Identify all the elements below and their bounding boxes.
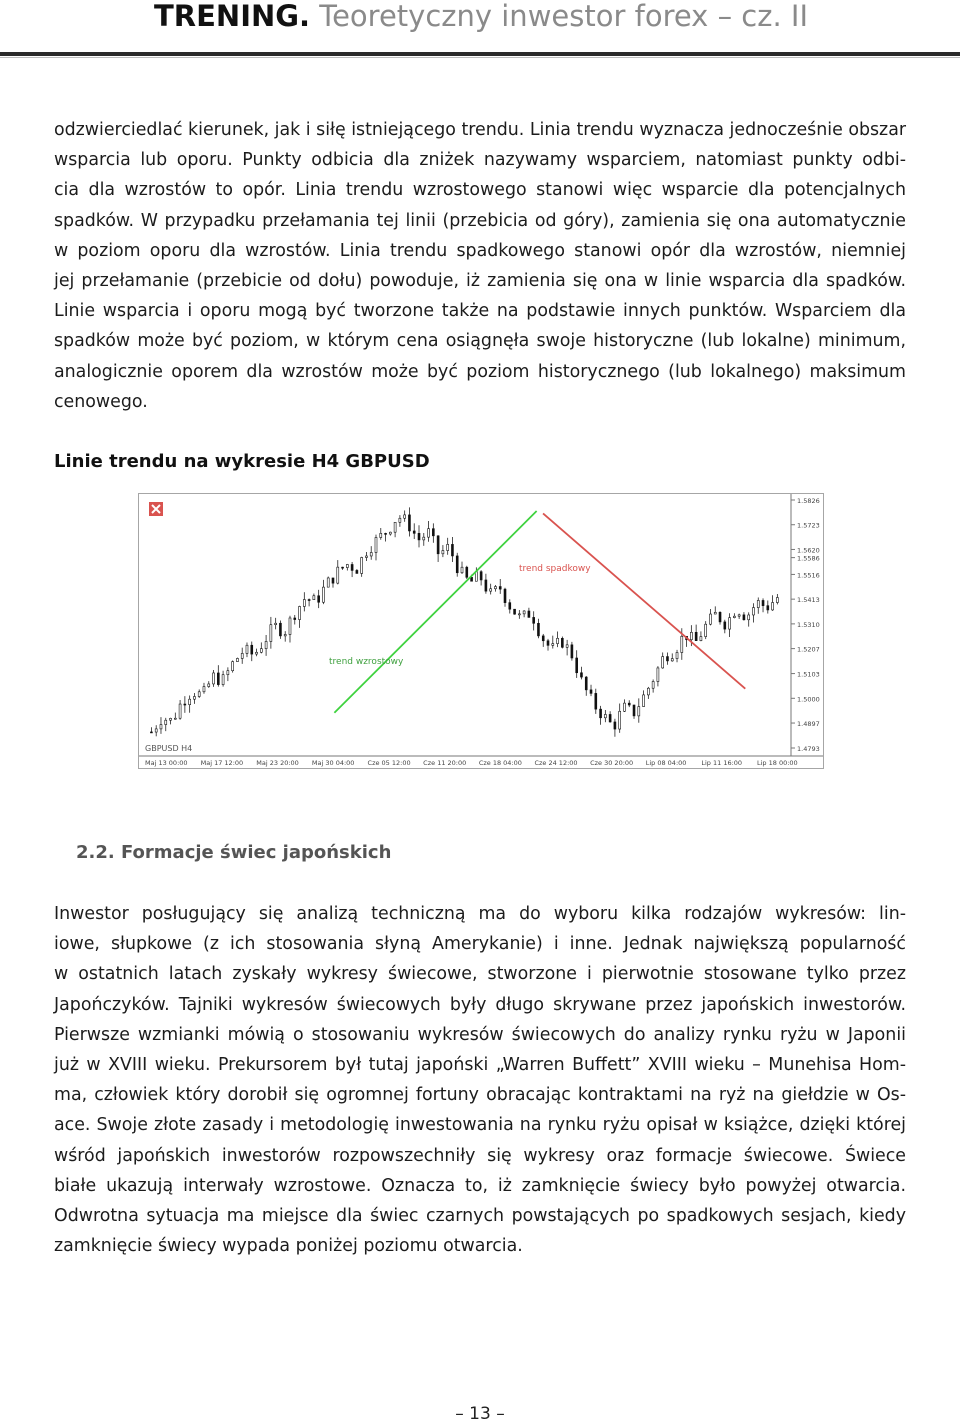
- price-tick-label: 1.5723: [797, 521, 820, 530]
- candle-body: [217, 673, 219, 685]
- price-tick-label: 1.5000: [797, 695, 820, 704]
- paragraph-line: iowe, słupkowe (z ich stosowania słyną Amerykanie) i inne. Jednak największą popularność: [54, 934, 906, 955]
- paragraph-candles: [54, 899, 906, 1261]
- candle-body: [657, 668, 659, 682]
- candle-body: [514, 609, 516, 614]
- candle-body: [604, 714, 606, 717]
- candle-body: [695, 632, 697, 640]
- paragraph-line: Japończyków. Tajniki wykresów świecowych były długo skrywane przez japońskich inwestorów.: [54, 994, 906, 1015]
- paragraph-line: cia dla wzrostów to opór. Linia trendu wzrostowego stanowi więc wsparcie dla potencjalnych: [54, 180, 906, 201]
- candle-body: [413, 531, 415, 533]
- candle-body: [518, 614, 520, 615]
- candle-body: [437, 536, 439, 554]
- candle-body: [614, 722, 616, 729]
- time-tick-label: Lip 11 16:00: [701, 759, 743, 767]
- candle-body: [451, 544, 453, 556]
- candle-body: [389, 532, 391, 534]
- candle-body: [260, 649, 262, 653]
- candle-body: [299, 606, 301, 619]
- candle-body: [772, 603, 774, 610]
- candle-body: [619, 711, 621, 729]
- candle-body: [193, 696, 195, 699]
- candle-body: [547, 641, 549, 646]
- candle-body: [375, 538, 377, 553]
- candle-body: [681, 636, 683, 652]
- candle-body: [342, 567, 344, 568]
- candle-body: [623, 703, 625, 711]
- time-tick-label: Maj 23 20:00: [256, 759, 299, 767]
- candle-body: [485, 580, 487, 591]
- paragraph-line: Pierwsze wzmianki mówią o stosowaniu wykresów świecowych do analizy rynku ryżu w Japonii: [54, 1024, 906, 1045]
- candle-body: [647, 688, 649, 695]
- candle-body: [428, 529, 430, 537]
- trendline: [543, 513, 745, 688]
- candle-body: [232, 662, 234, 671]
- candle-body: [557, 638, 559, 643]
- candle-body: [504, 589, 506, 603]
- candle-body: [174, 718, 176, 719]
- paragraph-line: wśród japońskich inwestorów rozpowszechniły się wykresy oraz formacje świecowe. Świece: [54, 1145, 906, 1166]
- candle-body: [676, 652, 678, 658]
- candle-body: [227, 671, 229, 675]
- annotation-trend-wzrostowy: trend wzrostowy: [329, 657, 404, 667]
- candle-body: [490, 589, 492, 591]
- paragraph-line: spadków może być poziom, w którym cena osiągnęła swoje historyczne (lub lokalne) minimum,: [54, 331, 906, 352]
- time-tick-label: Maj 13 00:00: [145, 759, 188, 767]
- candle-body: [303, 600, 305, 607]
- candle-body: [480, 572, 482, 580]
- candle-body: [776, 598, 778, 603]
- candle-body: [652, 682, 654, 689]
- candle-body: [284, 634, 286, 635]
- candle-body: [719, 612, 721, 622]
- paragraph-line: już w XVIII wieku. Prekursorem był tutaj japoński „Warren Buffett” XVIII wieku – Munehisa Hom-: [54, 1055, 906, 1076]
- header-rule: [0, 52, 960, 56]
- candle-body: [528, 611, 530, 617]
- candle-body: [184, 704, 186, 705]
- candle-body: [346, 564, 348, 567]
- candle-body: [275, 623, 277, 624]
- candle-body: [729, 618, 731, 629]
- candle-body: [690, 632, 692, 639]
- candle-body: [442, 551, 444, 554]
- candle-body: [404, 515, 406, 518]
- page-header: [0, 0, 960, 52]
- candle-body: [423, 537, 425, 540]
- candle-body: [356, 570, 358, 573]
- candle-body: [585, 677, 587, 690]
- candle-body: [365, 556, 367, 558]
- candle-body: [165, 720, 167, 724]
- candle-body: [236, 658, 238, 661]
- price-tick-label: 1.5586: [797, 554, 820, 563]
- candle-body: [246, 645, 248, 653]
- candle-body: [738, 615, 740, 616]
- paragraph-line: białe ukazują interwały wzrostowe. Oznacza to, iż zamknięcie świecy było powyżej otwarcia.: [54, 1175, 906, 1196]
- time-tick-label: Maj 17 12:00: [200, 759, 244, 767]
- time-tick-label: Lip 08 04:00: [645, 759, 687, 767]
- candle-body: [748, 615, 750, 620]
- candle-body: [432, 529, 434, 536]
- candle-body: [595, 693, 597, 709]
- price-tick-label: 1.5413: [797, 596, 820, 605]
- header-rule-thin: [0, 57, 960, 58]
- paragraph-line: Linie wsparcia i oporu mogą być tworzone także na podstawie innych punktów. Wsparciem dla: [54, 301, 906, 322]
- paragraph-line: Inwestor posługujący się analizą techniczną ma do wyboru kilka rodzajów wykresów: lin-: [54, 904, 906, 924]
- candle-body: [308, 600, 310, 601]
- candle-body: [150, 732, 152, 733]
- candle-body: [337, 567, 339, 583]
- candle-body: [322, 587, 324, 602]
- candle-body: [638, 707, 640, 716]
- candle-body: [361, 557, 363, 573]
- time-tick-label: Cze 18 04:00: [478, 759, 522, 767]
- paragraph-line: Odwrotna sytuacja ma miejsce dla świec czarnych powstających po spadkowych sesjach, kiedy: [54, 1206, 906, 1227]
- time-ticks-group: [145, 759, 798, 767]
- candle-body: [289, 618, 291, 634]
- price-tick-label: 1.5310: [797, 620, 820, 629]
- candle-body: [213, 673, 215, 684]
- candle-body: [757, 600, 759, 607]
- time-tick-label: Lip 18 00:00: [757, 759, 798, 767]
- candle-body: [609, 714, 611, 722]
- candle-body: [471, 577, 473, 581]
- candle-body: [265, 641, 267, 648]
- paragraph-line: ace. Swoje złote zasady i metodologię inwestowania na rynku ryżu opisał w książce, dzięki której: [54, 1115, 906, 1136]
- candle-body: [385, 533, 387, 534]
- price-tick-label: 1.5207: [797, 645, 820, 654]
- header-title-bold: TRENING.: [154, 0, 311, 33]
- trendline: [334, 511, 536, 713]
- candle-body: [394, 522, 396, 532]
- candle-body: [643, 695, 645, 707]
- candle-body: [408, 515, 410, 531]
- candle-body: [561, 638, 563, 647]
- candle-body: [733, 616, 735, 617]
- candle-body: [179, 704, 181, 718]
- symbol-label: GBPUSD H4: [145, 744, 193, 753]
- candle-body: [709, 614, 711, 624]
- price-tick-label: 1.5620: [797, 546, 820, 555]
- candle-body: [170, 718, 172, 720]
- candle-body: [203, 687, 205, 692]
- candle-body: [160, 725, 162, 729]
- price-tick-label: 1.5103: [797, 670, 820, 679]
- price-tick-label: 1.4897: [797, 720, 820, 729]
- candle-body: [743, 615, 745, 620]
- paragraph-line: ma, człowiek który dorobił się ogromnej fortuny obracając kontraktami na ryż na giełdzie w Os-: [54, 1085, 906, 1106]
- time-tick-label: Cze 11 20:00: [423, 759, 467, 767]
- candle-body: [499, 587, 501, 590]
- candle-body: [294, 618, 296, 620]
- candle-body: [576, 658, 578, 673]
- candle-body: [370, 553, 372, 556]
- candle-body: [256, 652, 258, 654]
- candle-body: [155, 729, 157, 732]
- candle-body: [580, 673, 582, 677]
- candle-body: [279, 623, 281, 636]
- candle-body: [724, 622, 726, 629]
- paragraph-trendlines: [54, 115, 906, 417]
- candle-body: [456, 556, 458, 573]
- time-tick-label: Cze 24 12:00: [534, 759, 578, 767]
- candle-body: [351, 564, 353, 570]
- price-ticks-group: [791, 497, 820, 753]
- price-tick-label: 1.4793: [797, 745, 820, 753]
- candle-body: [461, 567, 463, 573]
- time-tick-label: Cze 30 20:00: [590, 759, 634, 767]
- paragraph-line: jej przełamanie (przebicie od dołu) powoduje, iż zamienia się ona w linie wsparcia dla spadków.: [54, 271, 906, 292]
- candle-body: [466, 567, 468, 577]
- time-tick-label: Cze 05 12:00: [367, 759, 411, 767]
- candle-body: [318, 596, 320, 602]
- candle-body: [418, 533, 420, 540]
- candle-body: [509, 603, 511, 610]
- candle-body: [399, 518, 401, 522]
- candle-body: [208, 684, 210, 687]
- chart-heading: Linie trendu na wykresie H4 GBPUSD: [54, 451, 430, 472]
- paragraph-line: wsparcia lub oporu. Punkty odbicia dla zniżek nazywamy wsparciem, natomiast punkty odbi-: [54, 150, 906, 171]
- candle-body: [270, 625, 272, 642]
- paragraph-line: spadków. W przypadku przełamania tej linii (przebicia od góry), zamienia się ona automatycznie: [54, 210, 906, 231]
- candle-body: [633, 705, 635, 716]
- candle-body: [494, 587, 496, 589]
- candle-body: [590, 690, 592, 694]
- candle-body: [767, 606, 769, 610]
- price-tick-label: 1.5516: [797, 571, 820, 580]
- candle-body: [189, 699, 191, 704]
- candle-body: [566, 645, 568, 647]
- candle-body: [705, 624, 707, 636]
- candle-body: [662, 657, 664, 668]
- paragraph-line: cenowego.: [54, 391, 148, 412]
- candle-body: [666, 657, 668, 661]
- candle-body: [198, 692, 200, 697]
- candle-body: [552, 644, 554, 646]
- candle-body: [714, 612, 716, 614]
- candle-body: [523, 611, 525, 614]
- candle-body: [571, 645, 573, 658]
- candle-body: [628, 703, 630, 705]
- candle-body: [241, 653, 243, 658]
- paragraph-line: w poziom oporu dla wzrostów. Linia trendu spadkowego stanowi opór dla wzrostów, niemniej: [54, 240, 906, 261]
- trendlines-group: [334, 511, 745, 713]
- candle-body: [327, 578, 329, 587]
- candle-body: [762, 600, 764, 605]
- candle-body: [251, 645, 253, 654]
- candle-body: [380, 533, 382, 537]
- header-title-light: Teoretyczny inwestor forex – cz. II: [319, 0, 808, 33]
- candles-group: [150, 507, 778, 736]
- candle-body: [222, 675, 224, 685]
- candle-body: [752, 608, 754, 615]
- paragraph-line: analogicznie oporem dla wzrostów może być poziom historycznego (lub lokalnego) maksimum: [54, 361, 906, 382]
- paragraph-line: odzwierciedlać kierunek, jak i siłę istniejącego trendu. Linia trendu wyznacza jednocześnie obszar: [54, 120, 906, 140]
- price-tick-label: 1.5826: [797, 497, 820, 505]
- candle-body: [533, 617, 535, 623]
- gbpusd-chart: [138, 493, 824, 769]
- paragraph-line: zamknięcie świecy wypada poniżej poziomu otwarcia.: [54, 1236, 523, 1257]
- candle-body: [332, 578, 334, 583]
- candle-body: [447, 544, 449, 550]
- candle-body: [600, 709, 602, 718]
- candle-body: [700, 637, 702, 641]
- candle-body: [313, 596, 315, 600]
- section-heading: 2.2. Formacje świec japońskich: [76, 842, 392, 863]
- candle-body: [671, 659, 673, 661]
- candle-body: [537, 623, 539, 636]
- paragraph-line: w ostatnich latach zyskały wykresy świecowe, stworzone i pierwotnie stosowane tylko przez: [54, 964, 906, 985]
- page-number: – 13 –: [455, 1404, 505, 1424]
- time-tick-label: Maj 30 04:00: [311, 759, 355, 767]
- annotation-trend-spadkowy: trend spadkowy: [519, 564, 591, 574]
- candle-body: [542, 636, 544, 641]
- chart-canvas: [139, 494, 823, 768]
